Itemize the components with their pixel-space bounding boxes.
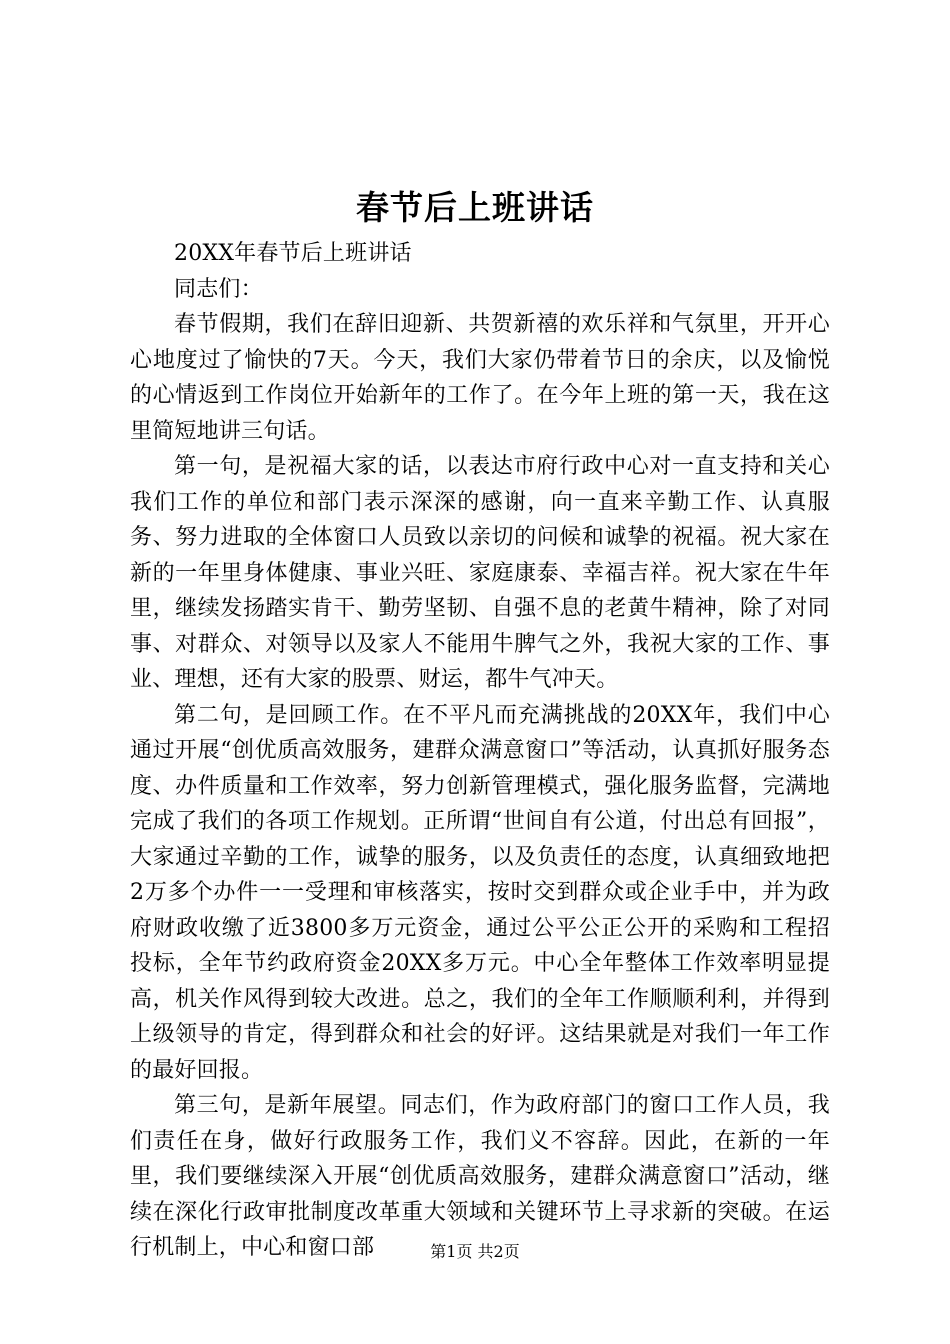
paragraph-first-point: 第一句，是祝福大家的话，以表达市府行政中心对一直支持和关心我们工作的单位和部门表示深深的感谢，向一直来辛勤工作、认真服务、努力进取的全体窗口人员致以亲切的问候和诚挚的祝福。祝大家在新的一年里身体健康、事业兴旺、家庭康泰、幸福吉祥。祝大家在牛年里，继续发扬踏实肯干、勤劳坚韧、自强不息的老黄牛精神，除了对同事、对群众、对领导以及家人不能用牛脾气之外，我祝大家的工作、事业、理想，还有大家的股票、财运，都牛气冲天。 [130,454,830,692]
salutation: 同志们： [174,276,263,302]
paragraph-second-point: 第二句，是回顾工作。在不平凡而充满挑战的20XX年，我们中心通过开展“创优质高效服务，建群众满意窗口”等活动，认真抓好服务态度、办件质量和工作效率，努力创新管理模式，强化服务监督，完满地完成了我们的各项工作规划。正所谓“世间自有公道，付出总有回报”，大家通过辛勤的工作，诚挚的服务，以及负责任的态度，认真细致地把2万多个办件一一受理和审核落实，按时交到群众或企业手中，并为政府财政收缴了近3800多万元资金，通过公平公正公开的采购和工程招投标，全年节约政府资金20XX多万元。中心全年整体工作效率明显提高，机关作风得到较大改进。总之，我们的全年工作顺顺利利，并得到上级领导的肯定，得到群众和社会的好评。这结果就是对我们一年工作的最好回报。 [130,702,830,1083]
document-body [130,236,830,1266]
subtitle-line: 20XX年春节后上班讲话 [174,241,412,266]
paragraph-third-point: 第三句，是新年展望。同志们，作为政府部门的窗口工作人员，我们责任在身，做好行政服务工作，我们义不容辞。因此，在新的一年里，我们要继续深入开展“创优质高效服务，建群众满意窗口”活动，继续在深化行政审批制度改革重大领域和关键环节上寻求新的突破。在运行机制上，中心和窗口部 [130,1093,830,1260]
document-title: 春节后上班讲话 [356,188,594,227]
paragraph-intro: 春节假期，我们在辞旧迎新、共贺新禧的欢乐祥和气氛里，开开心心地度过了愉快的7天。今天，我们大家仍带着节日的余庆，以及愉悦的心情返到工作岗位开始新年的工作了。在今年上班的第一天，我在这里简短地讲三句话。 [130,312,830,444]
page-number-footer: 第1页 共2页 [430,1242,520,1261]
